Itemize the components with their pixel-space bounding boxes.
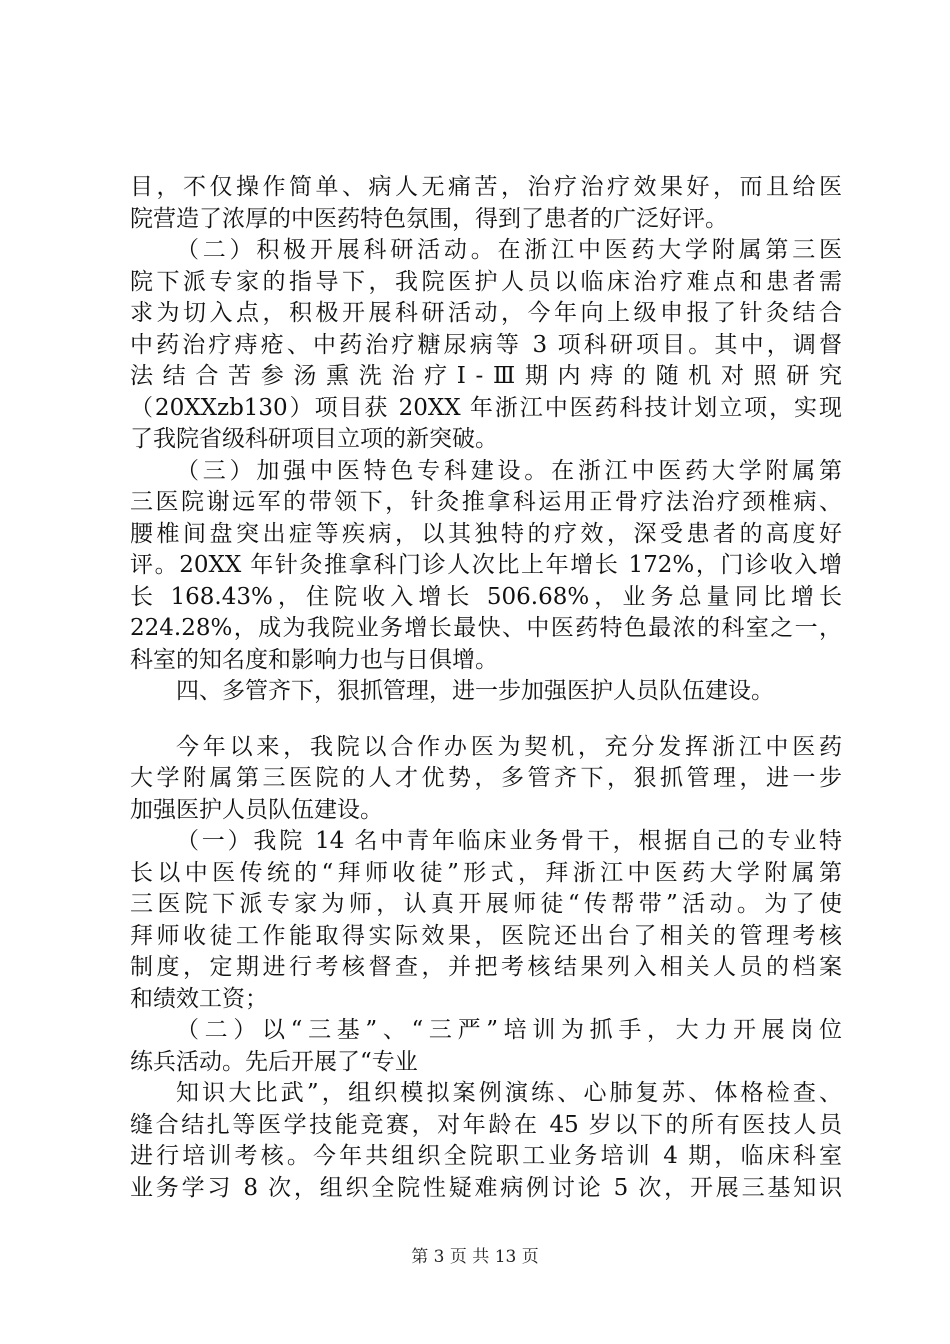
text-line: 练兵活动。先后开展了“专业	[130, 1048, 418, 1075]
page-number-label: 第 3 页 共 13 页	[411, 1247, 539, 1267]
text-line: 院下派专家的指导下，我院医护人员以临床治疗难点和患者需	[130, 268, 842, 295]
text-line: 目，不仅操作简单、病人无痛苦，治疗治疗效果好，而且给医	[130, 174, 842, 200]
text-line: 长 168.43%，住院收入增长 506.68%，业务总量同比增长	[130, 583, 842, 610]
paragraph-gap	[130, 708, 842, 732]
text-line: （二）以“三基”、“三严”培训为抓手，大力开展岗位	[176, 1017, 842, 1043]
text-line: 院营造了浓厚的中医药特色氛围，得到了患者的广泛好评。	[130, 205, 728, 232]
text-line: 今年以来，我院以合作办医为契机，充分发挥浙江中医药	[176, 733, 842, 760]
text-line: 长以中医传统的“拜师收徒”形式，拜浙江中医药大学附属第	[130, 859, 842, 886]
text-line: 进行培训考核。今年共组织全院职工业务培训 4 期，临床科室	[130, 1143, 842, 1169]
text-line: 知识大比武”，组织模拟案例演练、心肺复苏、体格检查、	[176, 1080, 842, 1106]
text-line: 评。20XX 年针灸推拿科门诊人次比上年增长 172%，门诊收入增	[130, 552, 842, 578]
text-line: 缝合结扎等医学技能竞赛，对年龄在 45 岁以下的所有医技人员	[130, 1111, 842, 1138]
text-line: 制度，定期进行考核督查，并把考核结果列入相关人员的档案	[130, 954, 842, 980]
text-line: 四、多管齐下，狠抓管理，进一步加强医护人员队伍建设。	[176, 678, 774, 704]
page-footer	[0, 1242, 950, 1267]
text-line: 拜师收徒工作能取得实际效果，医院还出台了相关的管理考核	[130, 922, 842, 949]
text-line: 三医院下派专家为师，认真开展师徒“传帮带”活动。为了使	[130, 891, 842, 917]
text-line: （二）积极开展科研活动。在浙江中医药大学附属第三医	[176, 237, 842, 263]
text-line: 了我院省级科研项目立项的新突破。	[130, 426, 498, 452]
text-line: 业务学习 8 次，组织全院性疑难病例讨论 5 次，开展三基知识	[130, 1174, 842, 1201]
text-line: 求为切入点，积极开展科研活动，今年向上级申报了针灸结合	[130, 300, 842, 326]
text-line: 大学附属第三医院的人才优势，多管齐下，狠抓管理，进一步	[130, 765, 842, 791]
text-line: 224.28%，成为我院业务增长最快、中医药特色最浓的科室之一，	[130, 615, 842, 641]
text-line: 法结合苦参汤熏洗治疗Ⅰ-Ⅲ期内痔的随机对照研究	[130, 363, 842, 389]
text-line: 中药治疗痔疮、中药治疗糖尿病等 3 项科研项目。其中，调督	[130, 331, 842, 358]
text-line: （一）我院 14 名中青年临床业务骨干，根据自己的专业特	[176, 828, 842, 854]
text-line: 加强医护人员队伍建设。	[130, 796, 383, 823]
text-line: （20XXzb130）项目获 20XX 年浙江中医药科技计划立项，实现	[130, 394, 842, 421]
text-line: 三医院谢远军的带领下，针灸推拿科运用正骨疗法治疗颈椎病、	[130, 489, 842, 515]
text-line: （三）加强中医特色专科建设。在浙江中医药大学附属第	[176, 457, 842, 484]
text-line: 腰椎间盘突出症等疾病，以其独特的疗效，深受患者的高度好	[130, 520, 842, 547]
text-line: 和绩效工资；	[130, 985, 268, 1012]
document-body	[130, 172, 842, 1204]
text-line: 科室的知名度和影响力也与日俱增。	[130, 646, 498, 673]
